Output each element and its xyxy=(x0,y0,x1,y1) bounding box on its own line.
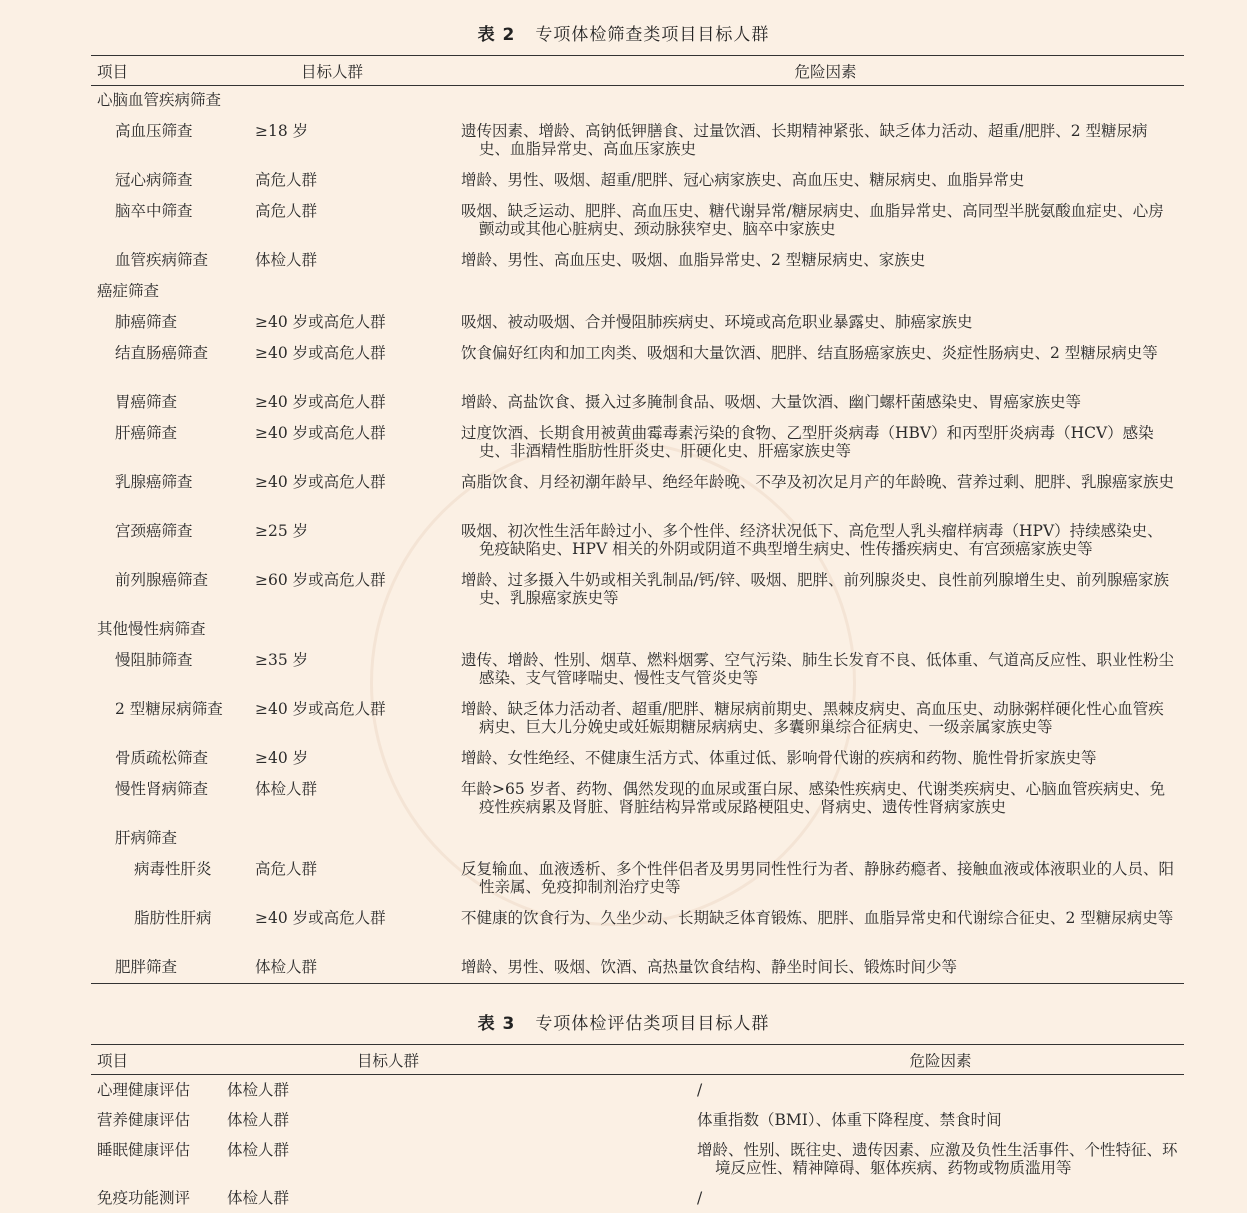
risk-cell xyxy=(461,744,1184,775)
header-risk: 危险因素 xyxy=(691,1045,1184,1075)
risk-text: 过度饮酒、长期食用被黄曲霉毒素污染的食物、乙型肝炎病毒（HBV）和丙型肝炎病毒（HCV）感染史、非酒精性脂肪性肝炎史、肝硬化史、肝癌家族史等 xyxy=(461,423,1154,460)
header-target: 目标人群 xyxy=(227,1045,691,1075)
risk-text: 吸烟、缺乏运动、肥胖、高血压史、糖代谢异常/糖尿病史、血脂异常史、高同型半胱氨酸血症史、心房颤动或其他心脏病史、颈动脉狭窄史、脑卒中家族史 xyxy=(461,201,1164,238)
target-cell: ≥25 岁 xyxy=(255,521,309,540)
item-cell: 结直肠癌筛查 xyxy=(115,343,209,362)
risk-text: 不健康的饮食行为、久坐少动、长期缺乏体育锻炼、肥胖、血脂异常史和代谢综合征史、2 型糖尿病史等 xyxy=(461,908,1174,927)
table-row xyxy=(91,166,1184,197)
table-row xyxy=(91,646,1184,695)
table-row xyxy=(91,744,1184,775)
target-cell: 体检人群 xyxy=(255,957,318,976)
table-row xyxy=(91,1183,1184,1213)
group-label: 癌症筛查 xyxy=(97,281,160,300)
item-cell: 高血压筛查 xyxy=(115,121,193,140)
risk-text: 遗传因素、增龄、高钠低钾膳食、过量饮酒、长期精神紧张、缺乏体力活动、超重/肥胖、2 型糖尿病史、血脂异常史、高血压家族史 xyxy=(461,121,1148,158)
risk-cell xyxy=(691,1135,1184,1183)
table2 xyxy=(91,55,1184,984)
item-cell: 睡眠健康评估 xyxy=(97,1140,191,1159)
group-label: 其他慢性病筛查 xyxy=(97,619,206,638)
risk-cell xyxy=(461,775,1184,824)
table3-title: 专项体检评估类项目目标人群 xyxy=(535,1014,770,1034)
risk-cell xyxy=(461,855,1184,904)
table-row xyxy=(91,246,1184,277)
item-cell: 乳腺癌筛查 xyxy=(115,472,193,491)
risk-cell xyxy=(691,1183,1184,1213)
risk-text: / xyxy=(697,1188,703,1207)
target-cell: 体检人群 xyxy=(255,250,318,269)
target-cell: 体检人群 xyxy=(227,1110,290,1129)
item-cell: 2 型糖尿病筛查 xyxy=(115,699,223,718)
risk-cell xyxy=(461,904,1184,953)
table-row xyxy=(91,1105,1184,1135)
risk-text: 吸烟、被动吸烟、合并慢阻肺疾病史、环境或高危职业暴露史、肺癌家族史 xyxy=(461,312,973,331)
risk-text: 增龄、男性、吸烟、超重/肥胖、冠心病家族史、高血压史、糖尿病史、血脂异常史 xyxy=(461,170,1025,189)
target-cell: ≥40 岁或高危人群 xyxy=(255,908,386,927)
item-cell: 肥胖筛查 xyxy=(115,957,178,976)
group-row xyxy=(91,824,1184,855)
table2-label: 表 2 xyxy=(477,25,516,45)
table3-label: 表 3 xyxy=(477,1014,516,1034)
table-row xyxy=(91,855,1184,904)
header-risk: 危险因素 xyxy=(461,56,1184,86)
risk-text: 增龄、男性、吸烟、饮酒、高热量饮食结构、静坐时间长、锻炼时间少等 xyxy=(461,957,958,976)
target-cell: ≥40 岁或高危人群 xyxy=(255,392,386,411)
risk-cell xyxy=(461,468,1184,517)
risk-text: 饮食偏好红肉和加工肉类、吸烟和大量饮酒、肥胖、结直肠癌家族史、炎症性肠病史、2 型糖尿病史等 xyxy=(461,343,1158,362)
item-cell: 心理健康评估 xyxy=(97,1081,191,1099)
target-cell: ≥40 岁或高危人群 xyxy=(255,699,386,718)
table2-caption xyxy=(0,20,1247,45)
table-row xyxy=(91,566,1184,615)
risk-text: 高脂饮食、月经初潮年龄早、绝经年龄晚、不孕及初次足月产的年龄晚、营养过剩、肥胖、乳腺癌家族史 xyxy=(461,472,1175,491)
table-row xyxy=(91,197,1184,246)
table-row xyxy=(91,953,1184,984)
item-cell: 营养健康评估 xyxy=(97,1110,191,1129)
item-cell: 宫颈癌筛查 xyxy=(115,521,193,540)
table-row xyxy=(91,419,1184,468)
table2-header-row xyxy=(91,56,1184,86)
risk-cell xyxy=(461,517,1184,566)
table-row xyxy=(91,339,1184,388)
item-cell: 免疫功能测评 xyxy=(97,1188,191,1207)
target-cell: 高危人群 xyxy=(255,201,318,220)
risk-text: 增龄、过多摄入牛奶或相关乳制品/钙/锌、吸烟、肥胖、前列腺炎史、良性前列腺增生史、前列腺癌家族史、乳腺癌家族史等 xyxy=(461,570,1169,607)
group-label: 心脑血管疾病筛查 xyxy=(97,91,222,109)
table2-title: 专项体检筛查类项目目标人群 xyxy=(535,25,770,45)
risk-text: 增龄、女性绝经、不健康生活方式、体重过低、影响骨代谢的疾病和药物、脆性骨折家族史等 xyxy=(461,748,1097,767)
group-row xyxy=(91,615,1184,646)
table-row xyxy=(91,904,1184,953)
risk-cell xyxy=(461,308,1184,339)
table-row xyxy=(91,1075,1184,1105)
item-cell: 脑卒中筛查 xyxy=(115,201,193,220)
target-cell: ≥40 岁 xyxy=(255,748,309,767)
table3 xyxy=(91,1044,1184,1213)
target-cell: 体检人群 xyxy=(255,779,318,798)
risk-cell xyxy=(461,566,1184,615)
table-row xyxy=(91,517,1184,566)
risk-text: 遗传、增龄、性别、烟草、燃料烟雾、空气污染、肺生长发育不良、低体重、气道高反应性、职业性粉尘感染、支气管哮喘史、慢性支气管炎史等 xyxy=(461,650,1175,687)
target-cell: ≥40 岁或高危人群 xyxy=(255,312,386,331)
item-cell: 胃癌筛查 xyxy=(115,392,178,411)
header-target: 目标人群 xyxy=(255,56,461,86)
item-cell: 脂肪性肝病 xyxy=(134,908,212,927)
item-cell: 病毒性肝炎 xyxy=(134,859,212,878)
table3-caption xyxy=(0,1009,1247,1034)
target-cell: 高危人群 xyxy=(255,170,318,189)
table3-header-row xyxy=(91,1045,1184,1075)
table-row xyxy=(91,388,1184,419)
item-cell: 冠心病筛查 xyxy=(115,170,193,189)
item-cell: 前列腺癌筛查 xyxy=(115,570,209,589)
risk-cell xyxy=(691,1075,1184,1105)
risk-text: 增龄、性别、既往史、遗传因素、应激及负性生活事件、个性特征、环境反应性、精神障碍、躯体疾病、药物或物质滥用等 xyxy=(697,1140,1178,1177)
group-row xyxy=(91,86,1184,117)
item-cell: 慢阻肺筛查 xyxy=(115,650,193,669)
risk-cell xyxy=(461,419,1184,468)
risk-text: 增龄、缺乏体力活动者、超重/肥胖、糖尿病前期史、黑棘皮病史、高血压史、动脉粥样硬化性心血管疾病史、巨大儿分娩史或妊娠期糖尿病病史、多囊卵巢综合征病史、一级亲属家族史等 xyxy=(461,699,1164,736)
group-row xyxy=(91,277,1184,308)
risk-text: 体重指数（BMI）、体重下降程度、禁食时间 xyxy=(697,1110,1002,1129)
table3-body xyxy=(91,1075,1184,1213)
risk-cell xyxy=(461,117,1184,166)
table-row xyxy=(91,117,1184,166)
item-cell: 慢性肾病筛查 xyxy=(115,779,209,798)
risk-text: 增龄、高盐饮食、摄入过多腌制食品、吸烟、大量饮酒、幽门螺杆菌感染史、胃癌家族史等 xyxy=(461,392,1082,411)
table-row xyxy=(91,308,1184,339)
target-cell: ≥40 岁或高危人群 xyxy=(255,343,386,362)
header-item: 项目 xyxy=(91,1045,227,1075)
table-row xyxy=(91,1135,1184,1183)
target-cell: ≥40 岁或高危人群 xyxy=(255,423,386,442)
risk-cell xyxy=(461,646,1184,695)
target-cell: ≥35 岁 xyxy=(255,650,309,669)
risk-cell xyxy=(461,388,1184,419)
target-cell: 高危人群 xyxy=(255,859,318,878)
risk-text: 吸烟、初次性生活年龄过小、多个性伴、经济状况低下、高危型人乳头瘤样病毒（HPV）持续感染史、免疫缺陷史、HPV 相关的外阴或阴道不典型增生病史、性传播疾病史、有宫颈癌家族史等 xyxy=(461,521,1163,558)
target-cell: 体检人群 xyxy=(227,1140,290,1159)
header-item: 项目 xyxy=(91,56,255,86)
item-cell: 血管疾病筛查 xyxy=(115,250,209,269)
group-label: 肝病筛查 xyxy=(115,828,178,847)
risk-text: / xyxy=(697,1081,703,1099)
risk-cell xyxy=(691,1105,1184,1135)
risk-text: 反复输血、血液透析、多个性伴侣者及男男同性性行为者、静脉药瘾者、接触血液或体液职业的人员、阳性亲属、免疫抑制剂治疗史等 xyxy=(461,859,1175,896)
risk-cell xyxy=(461,166,1184,197)
risk-cell xyxy=(461,246,1184,277)
table-row xyxy=(91,468,1184,517)
item-cell: 肺癌筛查 xyxy=(115,312,178,331)
target-cell: ≥60 岁或高危人群 xyxy=(255,570,386,589)
target-cell: ≥40 岁或高危人群 xyxy=(255,472,386,491)
item-cell: 肝癌筛查 xyxy=(115,423,178,442)
risk-cell xyxy=(461,197,1184,246)
risk-cell xyxy=(461,695,1184,744)
table-row xyxy=(91,695,1184,744)
target-cell: 体检人群 xyxy=(227,1081,290,1099)
item-cell: 骨质疏松筛查 xyxy=(115,748,209,767)
risk-cell xyxy=(461,953,1184,984)
risk-text: 增龄、男性、高血压史、吸烟、血脂异常史、2 型糖尿病史、家族史 xyxy=(461,250,926,269)
table2-body xyxy=(91,86,1184,984)
target-cell: 体检人群 xyxy=(227,1188,290,1207)
target-cell: ≥18 岁 xyxy=(255,121,309,140)
risk-text: 年龄>65 岁者、药物、偶然发现的血尿或蛋白尿、感染性疾病史、代谢类疾病史、心脑血管疾病史、免疫性疾病累及肾脏、肾脏结构异常或尿路梗阻史、肾病史、遗传性肾病家族史 xyxy=(461,779,1166,816)
risk-cell xyxy=(461,339,1184,388)
table-row xyxy=(91,775,1184,824)
